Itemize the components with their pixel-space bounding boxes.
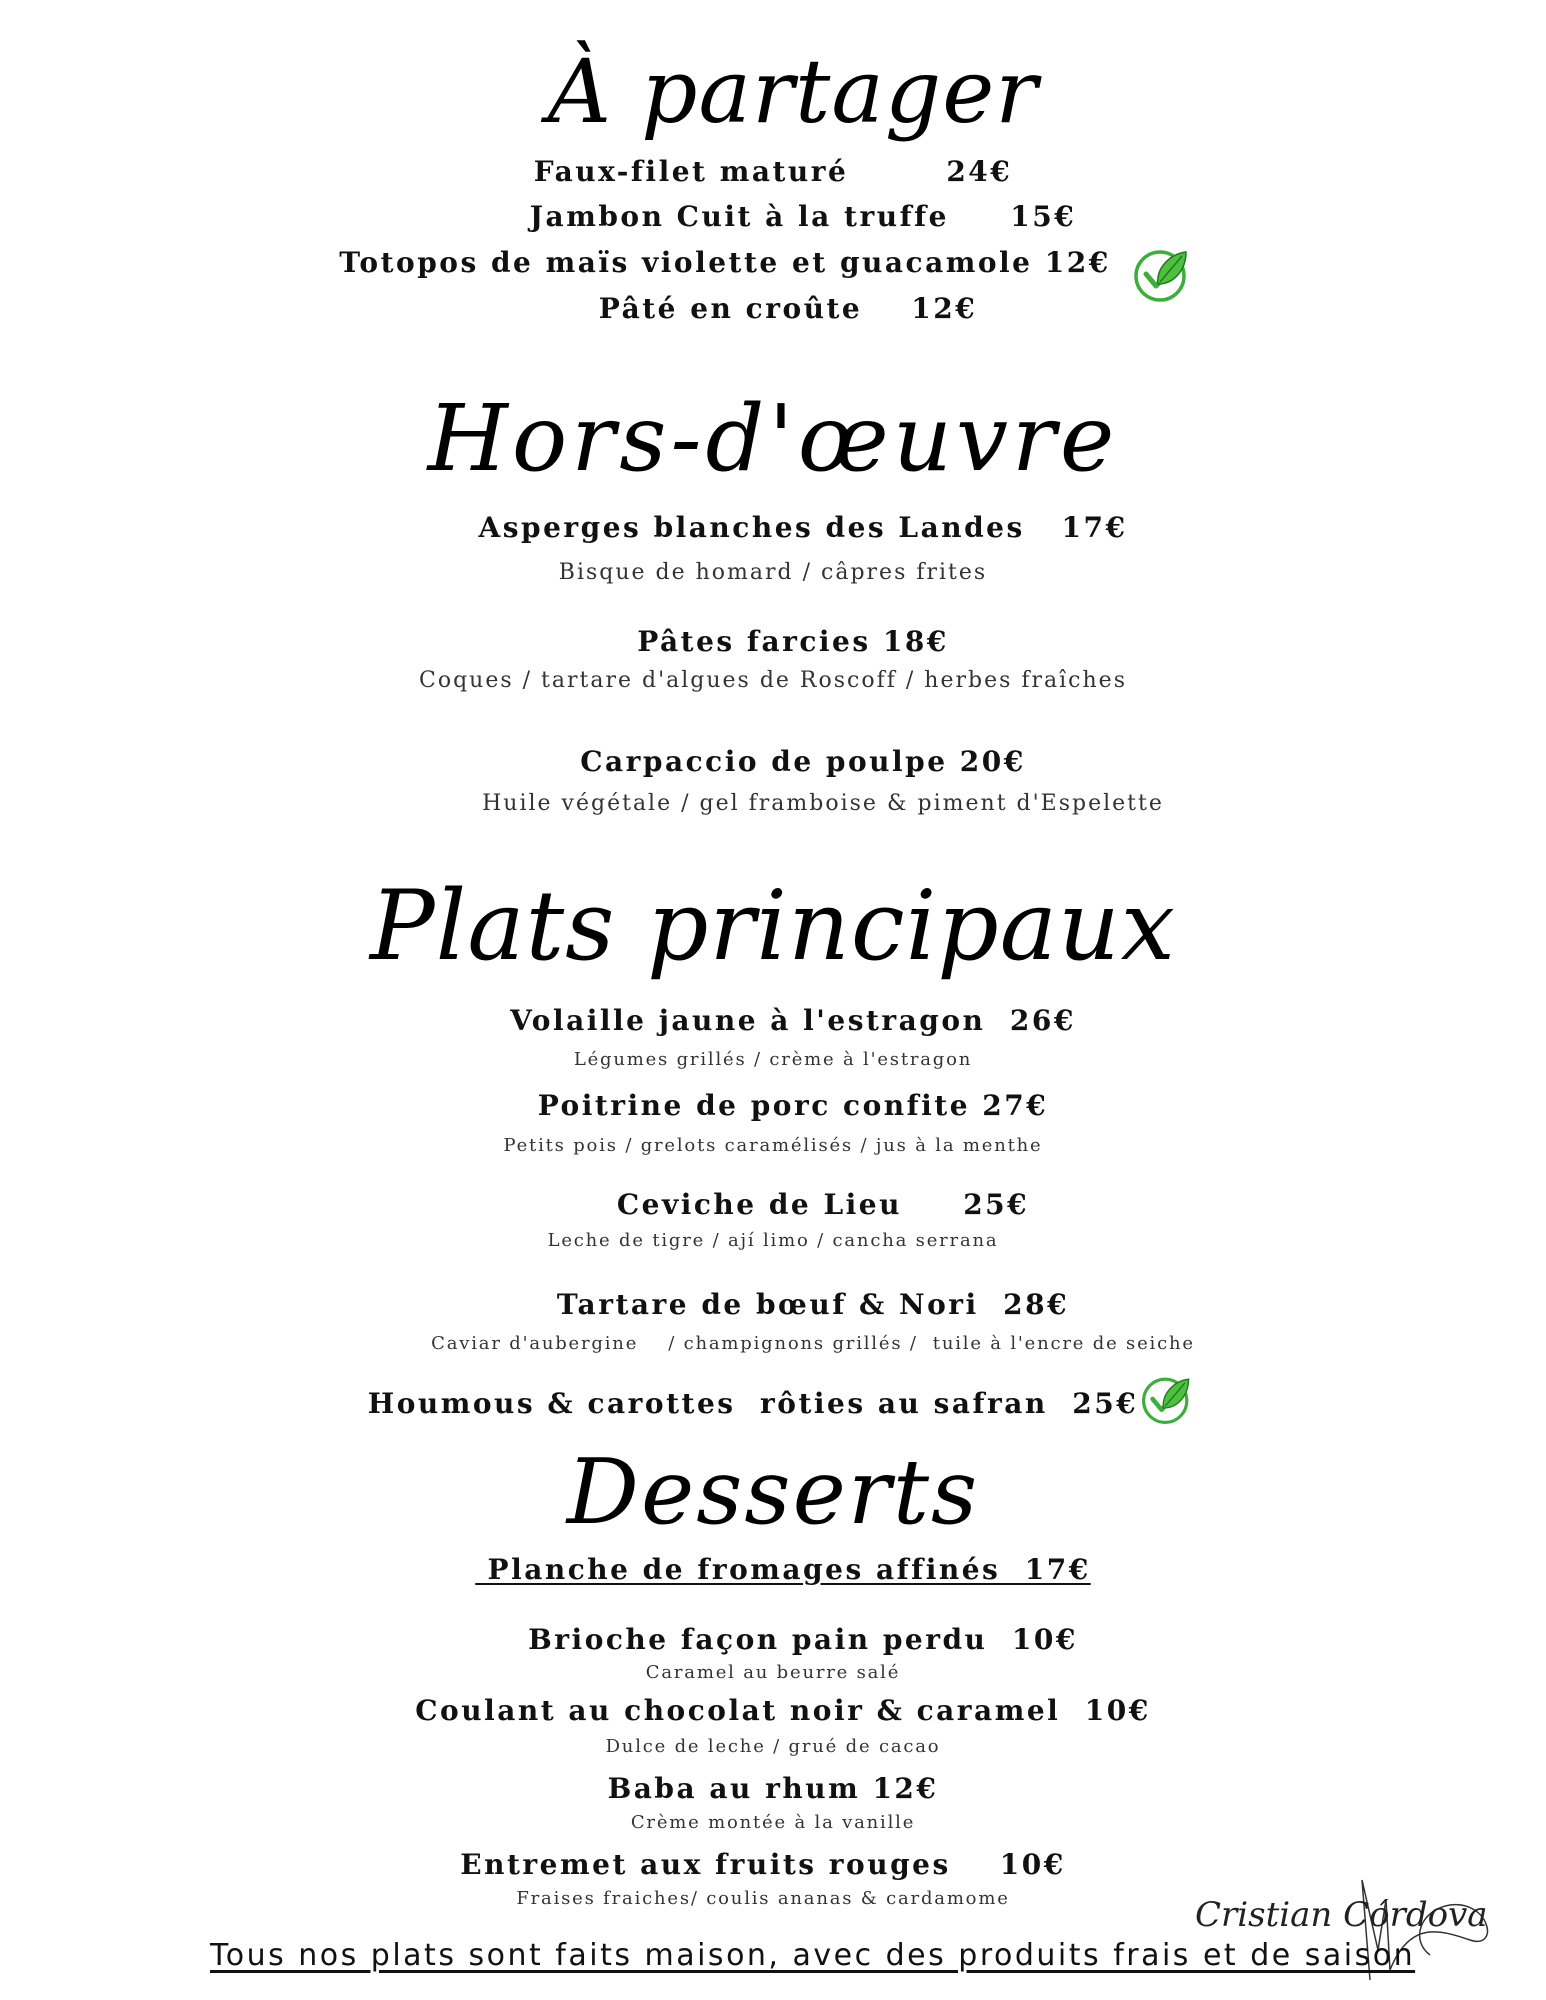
menu-item: Jambon Cuit à la truffe 15€ <box>529 200 1077 233</box>
section-title-plats-principaux: Plats principaux <box>370 870 1176 982</box>
section-title-hors-d-oeuvre: Hors-d'œuvre <box>427 385 1119 492</box>
menu-item: Ceviche de Lieu 25€ <box>616 1188 1030 1221</box>
menu-item-description: Coques / tartare d'algues de Roscoff / herbes fraîches <box>419 668 1127 693</box>
menu-item: Coulant au chocolat noir & caramel 10€ <box>415 1694 1151 1727</box>
section-title-desserts: Desserts <box>566 1440 980 1545</box>
signature: Cristian Córdova <box>1195 1895 1488 1935</box>
menu-item-description: Légumes grillés / crème à l'estragon <box>573 1049 973 1070</box>
section-title-a-partager: À partager <box>547 40 1039 143</box>
menu-item: Baba au rhum 12€ <box>607 1772 939 1805</box>
menu-item-description: Bisque de homard / câpres frites <box>558 560 988 585</box>
menu-item-description: Fraises fraiches/ coulis ananas & cardamome <box>516 1888 1010 1909</box>
menu-item: Volaille jaune à l'estragon 26€ <box>510 1004 1076 1037</box>
menu-item: Planche de fromages affinés 17€ <box>475 1553 1091 1586</box>
menu-item: Pâtes farcies 18€ <box>637 625 949 658</box>
menu-item: Totopos de maïs violette et guacamole 12€ <box>339 246 1111 279</box>
menu-item-description: Dulce de leche / grué de cacao <box>605 1736 941 1757</box>
vegetarian-leaf-icon <box>1140 1372 1194 1426</box>
menu-item: Asperges blanches des Landes 17€ <box>478 511 1128 544</box>
menu-item: Carpaccio de poulpe 20€ <box>580 745 1026 778</box>
menu-item-description: Huile végétale / gel framboise & piment d'Espelette <box>482 791 1164 816</box>
footer-note: Tous nos plats sont faits maison, avec des produits frais et de saison <box>210 1938 1416 1973</box>
menu-item-description: Petits pois / grelots caramélisés / jus à la menthe <box>503 1135 1043 1156</box>
menu-item: Pâté en croûte 12€ <box>598 292 978 325</box>
menu-item-description: Caramel au beurre salé <box>645 1662 901 1683</box>
menu-item: Faux-filet maturé 24€ <box>533 155 1013 188</box>
menu-item-description: Caviar d'aubergine / champignons grillés / tuile à l'encre de seiche <box>431 1333 1195 1354</box>
menu-item-description: Leche de tigre / ají limo / cancha serrana <box>547 1230 999 1251</box>
menu-item: Houmous & carottes rôties au safran 25€ <box>367 1387 1139 1420</box>
menu-item-description: Crème montée à la vanille <box>630 1812 916 1833</box>
menu-item: Brioche façon pain perdu 10€ <box>528 1623 1078 1656</box>
menu-item: Poitrine de porc confite 27€ <box>537 1089 1049 1122</box>
menu-item: Entremet aux fruits rouges 10€ <box>460 1848 1066 1881</box>
menu-item: Tartare de bœuf & Nori 28€ <box>556 1288 1070 1321</box>
